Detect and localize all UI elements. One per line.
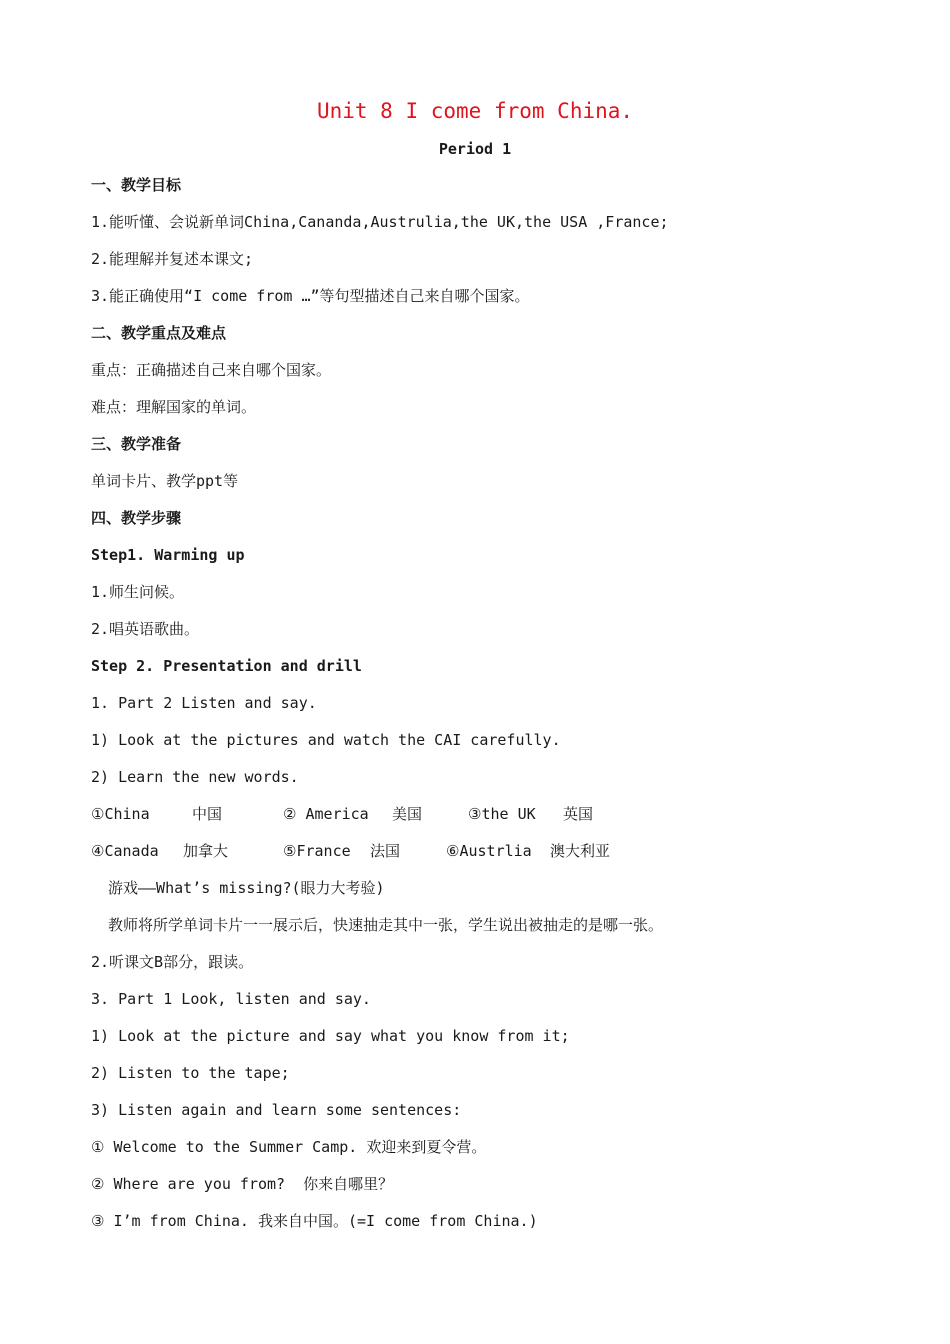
step2-line-3: 2) Learn the new words. [91,768,299,786]
page-subtitle: Period 1 [438,140,512,158]
objective-line-1: 1.能听懂、会说新单词China,Cananda,Austrulia,the UK,the USA ,France; [91,213,669,231]
key-point-line: 重点：正确描述自己来自哪个国家。 [91,361,332,379]
word-zh: 英国 [563,805,594,823]
word-zh: 加拿大 [183,842,229,860]
step2-line-8: 3) Listen again and learn some sentences: [91,1101,462,1119]
step2-line-1: 1. Part 2 Listen and say. [91,694,317,712]
sentence-line-2: ② Where are you from? 你来自哪里？ [91,1175,394,1193]
word-en: ⑤France [283,842,351,860]
step2-heading: Step 2. Presentation and drill [91,657,362,675]
preparation-line: 单词卡片、教学ppt等 [91,472,239,490]
step1-line-1: 1.师生问候。 [91,583,185,601]
word-zh: 美国 [392,805,423,823]
section-heading-objectives: 一、教学目标 [91,176,182,194]
page-title: Unit 8 I come from China. [316,99,634,123]
word-en: ③the UK [468,805,536,823]
step1-line-2: 2.唱英语歌曲。 [91,620,200,638]
step2-line-4: 2.听课文B部分，跟读。 [91,953,254,971]
section-heading-preparation: 三、教学准备 [91,435,182,453]
word-en: ①China [91,805,150,823]
step2-line-5: 3. Part 1 Look, listen and say. [91,990,371,1008]
sentence-line-1: ① Welcome to the Summer Camp. 欢迎来到夏令营。 [91,1138,487,1156]
word-zh: 澳大利亚 [550,842,611,860]
section-heading-steps: 四、教学步骤 [91,509,182,527]
objective-line-3: 3.能正确使用“I come from …”等句型描述自己来自哪个国家。 [91,287,530,305]
word-en: ② America [283,805,369,823]
step2-line-6: 1) Look at the picture and say what you know from it; [91,1027,570,1045]
word-en: ④Canada [91,842,159,860]
word-zh: 中国 [192,805,223,823]
game-line: 游戏——What’s missing?(眼力大考验) [108,879,385,897]
objective-line-2: 2.能理解并复述本课文; [91,250,254,268]
step2-line-2: 1) Look at the pictures and watch the CAI carefully. [91,731,561,749]
sentence-line-3: ③ I’m from China. 我来自中国。(=I come from China.) [91,1212,538,1230]
section-heading-key-points: 二、教学重点及难点 [91,324,227,342]
difficulty-line: 难点：理解国家的单词。 [91,398,257,416]
word-en: ⑥Austrlia [446,842,532,860]
step1-heading: Step1. Warming up [91,546,245,564]
game-description: 教师将所学单词卡片一一展示后，快速抽走其中一张，学生说出被抽走的是哪一张。 [108,916,664,934]
step2-line-7: 2) Listen to the tape; [91,1064,290,1082]
word-zh: 法国 [370,842,401,860]
